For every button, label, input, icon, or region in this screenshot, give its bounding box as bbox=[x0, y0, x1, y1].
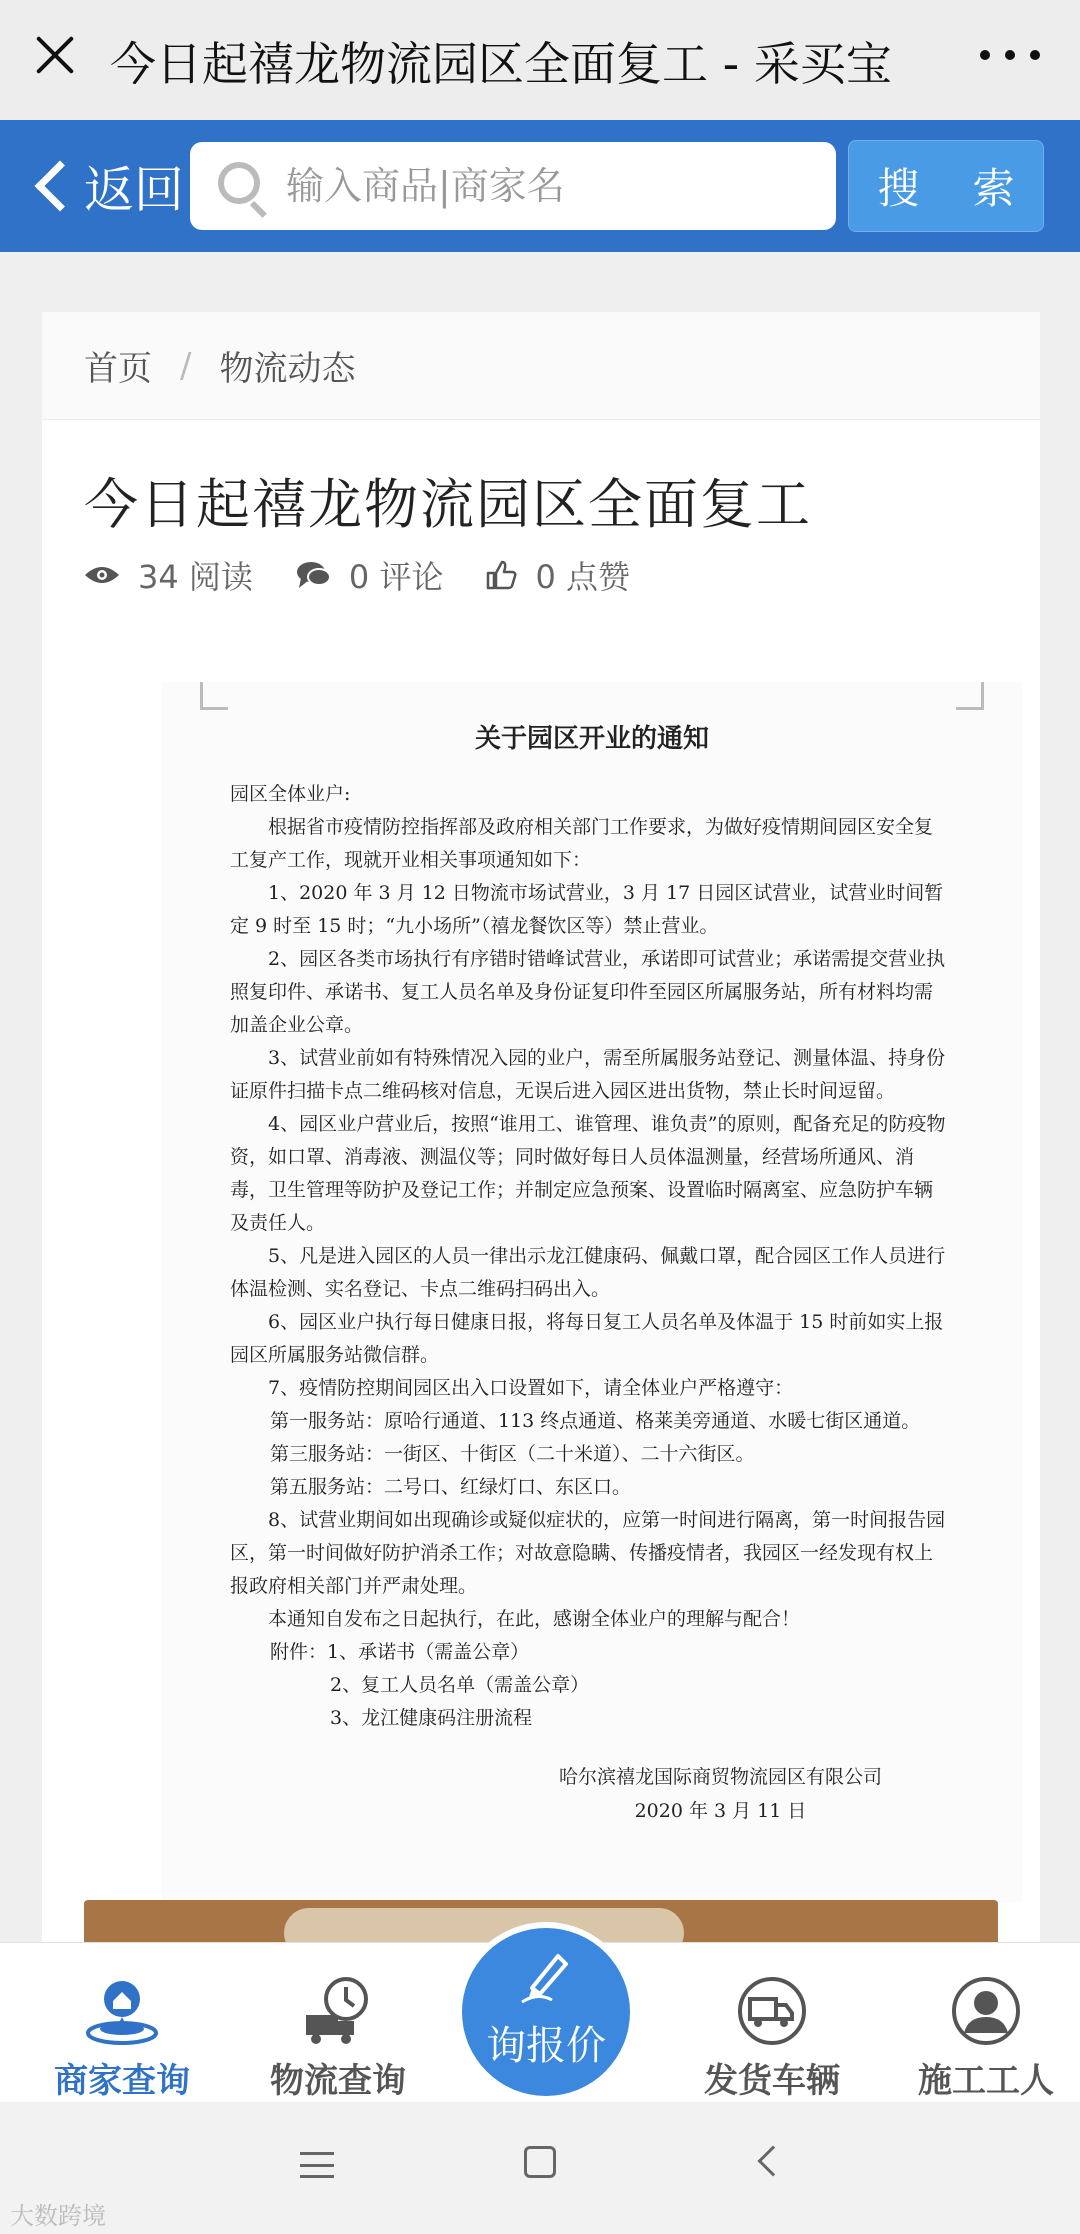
notice-paragraph: 根据省市疫情防控指挥部及政府相关部门工作要求，为做好疫情期间园区安全复工复产工作，现就开业相关事项通知如下： bbox=[230, 816, 934, 871]
tab-label: 发货车辆 bbox=[704, 2061, 840, 2101]
tab-label: 物流查询 bbox=[270, 2061, 406, 2101]
notice-paragraph: 2、园区各类市场执行有序错时错峰试营业，承诺即可试营业；承诺需提交营业执照复印件、承诺书、复工人员名单及身份证复印件至园区所属服务站，所有材料均需加盖企业公章。 bbox=[230, 948, 946, 1036]
title-bar bbox=[0, 0, 1080, 120]
search-button[interactable]: 搜 索 bbox=[848, 140, 1044, 232]
close-icon[interactable] bbox=[30, 30, 80, 80]
notice-station: 第五服务站：二号口、红绿灯口、东区口。 bbox=[270, 1476, 632, 1498]
tab-label: 施工工人 bbox=[918, 2061, 1054, 2101]
notice-title: 关于园区开业的通知 bbox=[474, 724, 709, 754]
article-meta bbox=[84, 552, 672, 598]
article-card bbox=[42, 312, 1040, 1952]
read-count-text: 34 阅读 bbox=[138, 558, 253, 596]
notice-signature: 哈尔滨禧龙国际商贸物流园区有限公司 bbox=[558, 1766, 882, 1788]
tab-logistics-search[interactable] bbox=[238, 1943, 438, 2103]
breadcrumb bbox=[42, 312, 1040, 420]
system-nav-bar bbox=[0, 2102, 1080, 2234]
notice-paragraph: 1、2020 年 3 月 12 日物流市场试营业，3 月 17 日园区试营业，试营业时间暂定 9 时至 15 时；“九小场所”（禧龙餐饮区等）禁止营业。 bbox=[230, 882, 944, 937]
notice-attachment: 附件：1、承诺书（需盖公章） bbox=[270, 1641, 530, 1663]
notice-image bbox=[162, 682, 1022, 1902]
back-icon[interactable] bbox=[757, 2145, 788, 2176]
notice-signature-block bbox=[559, 1760, 882, 1828]
search-icon bbox=[218, 162, 268, 212]
notice-closing: 本通知自发布之日起执行，在此，感谢全体业户的理解与配合！ bbox=[268, 1608, 801, 1630]
notice-body bbox=[230, 778, 950, 1735]
notice-paragraph: 4、园区业户营业后，按照“谁用工、谁管理、谁负责”的原则，配备充足的防疫物资，如口罩、消毒液、测温仪等；同时做好每日人员体温测量，经营场所通风、消毒，卫生管理等防护及登记工作；并制定应急预案、设置临时隔离室、应急防护车辆及责任人。 bbox=[230, 1113, 946, 1234]
comment-count-text: 0 评论 bbox=[348, 558, 444, 596]
tab-construction-workers[interactable] bbox=[886, 1943, 1080, 2103]
notice-attachment: 3、龙江健康码注册流程 bbox=[330, 1707, 533, 1729]
article-title: 今日起禧龙物流园区全面复工 bbox=[84, 473, 812, 536]
breadcrumb-separator: / bbox=[180, 345, 192, 386]
like-count-text: 0 点赞 bbox=[535, 558, 630, 596]
tab-merchant-search[interactable] bbox=[22, 1943, 222, 2103]
breadcrumb-home[interactable]: 首页 bbox=[84, 349, 152, 389]
tab-shipping-vehicles[interactable] bbox=[672, 1943, 872, 2103]
notice-paragraph: 6、园区业户执行每日健康日报，将每日复工人员名单及体温于 15 时前如实上报园区所属服务站微信群。 bbox=[230, 1311, 944, 1366]
notice-paragraph: 8、试营业期间如出现确诊或疑似症状的，应第一时间进行隔离，第一时间报告园区，第一时间做好防护消杀工作；对故意隐瞒、传播疫情者，我园区一经发现有权上报政府相关部门并严肃处理。 bbox=[230, 1509, 946, 1597]
inquiry-quote-button[interactable] bbox=[462, 1928, 630, 2096]
notice-station: 第三服务站：一街区、十街区（二十米道）、二十六街区。 bbox=[270, 1443, 755, 1465]
store-icon bbox=[84, 1973, 160, 2049]
pen-icon bbox=[518, 1948, 574, 2004]
notice-paragraph: 7、疫情防控期间园区出入口设置如下，请全体业户严格遵守： bbox=[268, 1377, 794, 1399]
worker-icon bbox=[948, 1973, 1024, 2049]
logistics-clock-icon bbox=[300, 1973, 376, 2049]
home-icon[interactable] bbox=[524, 2146, 556, 2178]
inquiry-quote-label: 询报价 bbox=[486, 2023, 606, 2069]
more-options-icon[interactable] bbox=[980, 50, 1040, 62]
chevron-left-icon bbox=[35, 161, 86, 212]
tab-label: 商家查询 bbox=[54, 2061, 190, 2101]
notice-station: 第一服务站：原哈行通道、113 终点通道、格莱美旁通道、水暖七街区通道。 bbox=[270, 1410, 921, 1432]
search-box[interactable] bbox=[190, 142, 836, 230]
thumbs-up-icon bbox=[485, 559, 517, 591]
search-header bbox=[0, 120, 1080, 252]
eye-icon bbox=[84, 563, 120, 587]
notice-paragraph: 5、凡是进入园区的人员一律出示龙江健康码、佩戴口罩，配合园区工作人员进行体温检测、实名登记、卡点二维码扫码出入。 bbox=[230, 1245, 946, 1300]
back-button[interactable] bbox=[30, 144, 184, 228]
window-title: 今日起禧龙物流园区全面复工 - 采买宝 bbox=[110, 37, 892, 91]
notice-attachment: 2、复工人员名单（需盖公章） bbox=[330, 1674, 590, 1696]
comment-icon bbox=[295, 560, 331, 590]
breadcrumb-current[interactable]: 物流动态 bbox=[219, 349, 356, 389]
like-count[interactable] bbox=[485, 552, 630, 598]
comment-count[interactable] bbox=[295, 552, 444, 598]
read-count bbox=[84, 552, 253, 598]
notice-salutation: 园区全体业户: bbox=[230, 783, 351, 805]
notice-paragraph: 3、试营业前如有特殊情况入园的业户，需至所属服务站登记、测量体温、持身份证原件扫描卡点二维码核对信息，无误后进入园区进出货物，禁止长时间逗留。 bbox=[230, 1047, 946, 1102]
menu-icon[interactable] bbox=[300, 2152, 334, 2178]
truck-icon bbox=[734, 1973, 810, 2049]
watermark: 大数跨境 bbox=[10, 2202, 106, 2230]
back-label: 返回 bbox=[84, 161, 184, 219]
notice-date: 2020 年 3 月 11 日 bbox=[634, 1800, 807, 1822]
search-input[interactable] bbox=[286, 152, 816, 220]
